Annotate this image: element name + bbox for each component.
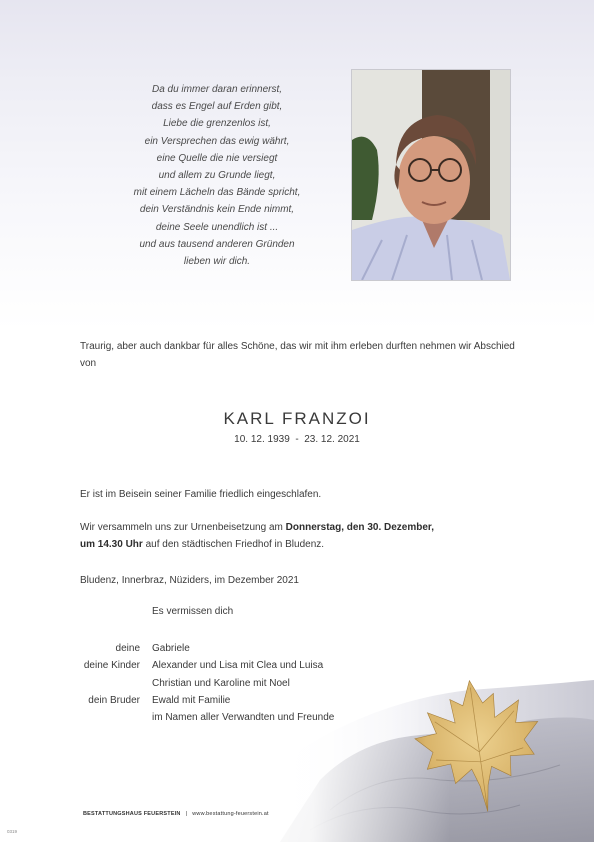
footer-firm: BESTATTUNGSHAUS FEUERSTEIN	[83, 811, 181, 817]
mourner-row	[0, 640, 594, 657]
mourner-relation: deine	[115, 643, 140, 654]
intro-text: Traurig, aber auch dankbar für alles Schöne, das wir mit ihm erleben durften nehmen wir Abschied von	[80, 341, 515, 369]
mourner-relation: deine Kinder	[83, 660, 140, 672]
print-code: 0319	[7, 829, 18, 834]
portrait-photo	[351, 69, 511, 281]
service-text	[80, 519, 510, 553]
mourner-names: im Namen aller Verwandten und Freunde	[152, 712, 335, 724]
poem-line: Liebe die grenzenlos ist,	[163, 118, 271, 130]
service-time: um 14.30 Uhr	[80, 539, 143, 550]
missed-heading: Es vermissen dich	[152, 606, 234, 617]
footer-website[interactable]: www.bestattung-feuerstein.at	[192, 811, 269, 817]
poem-line: dass es Engel auf Erden gibt,	[151, 101, 283, 113]
deceased-name: KARL FRANZOI	[223, 409, 371, 428]
mourner-row	[0, 657, 594, 674]
poem-line: und aus tausend anderen Gründen	[139, 238, 295, 250]
footer-separator: |	[185, 811, 188, 817]
poem-line: mit einem Lächeln das Bände spricht,	[133, 187, 301, 199]
poem-line: Da du immer daran erinnerst,	[151, 84, 283, 95]
poem-line: dein Verständnis kein Ende nimmt,	[139, 204, 295, 216]
service-text-part1: Wir versammeln uns zur Urnenbeisetzung am	[80, 522, 286, 533]
mourner-row	[0, 675, 594, 692]
mourner-row	[0, 709, 594, 726]
service-text-part2: auf den städtischen Friedhof in Bludenz.	[142, 539, 325, 550]
poem-line: ein Versprechen das ewig währt,	[144, 135, 290, 147]
mourner-names: Gabriele	[152, 643, 190, 654]
poem-line: lieben wir dich.	[183, 256, 251, 268]
mourner-names: Alexander und Lisa mit Clea und Luisa	[152, 660, 324, 672]
mourner-row	[0, 692, 594, 709]
mourner-relation: dein Bruder	[88, 694, 140, 706]
passing-text: Er ist im Beisein seiner Familie friedlich eingeschlafen.	[80, 489, 322, 500]
mourner-names: Christian und Karoline mit Noel	[152, 677, 290, 689]
poem-line: und allem zu Grunde liegt,	[158, 170, 276, 182]
poem-line: deine Seele unendlich ist ...	[155, 221, 279, 233]
life-dates: 10. 12. 1939 - 23. 12. 2021	[234, 434, 360, 445]
poem-line: eine Quelle die nie versiegt	[156, 152, 278, 164]
poem	[112, 81, 322, 270]
footer	[83, 811, 269, 817]
mourners-list	[0, 640, 594, 726]
place-date: Bludenz, Innerbraz, Nüziders, im Dezember 2021	[80, 575, 299, 586]
mourner-names: Ewald mit Familie	[152, 694, 231, 706]
service-date: Donnerstag, den 30. Dezember,	[285, 522, 435, 533]
